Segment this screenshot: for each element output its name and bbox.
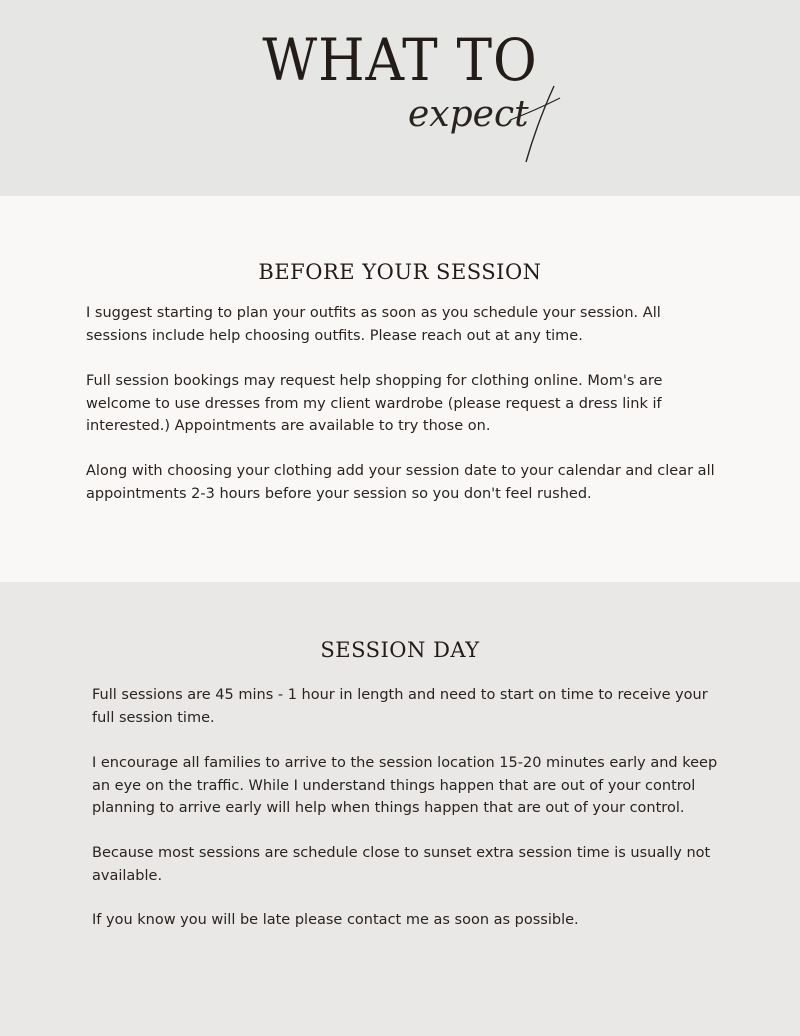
session-day-heading: SESSION DAY [320,638,480,662]
before-paragraph-1: I suggest starting to plan your outfits as soon as you schedule your session. All sessions include help choosing outfits. Please reach out at any time. [86,305,661,344]
day-paragraph-4: If you know you will be late please contact me as soon as possible. [92,912,579,928]
day-paragraph-3: Because most sessions are schedule close to sunset extra session time is usually not available. [92,845,711,884]
page-title: WHAT TO [262,26,538,94]
header-banner [0,0,800,196]
before-paragraph-3: Along with choosing your clothing add your session date to your calendar and clear all appointments 2-3 hours before your session so you don't feel rushed. [86,463,715,502]
day-paragraph-1: Full sessions are 45 mins - 1 hour in length and need to start on time to receive your full session time. [92,687,708,726]
before-paragraph-2: Full session bookings may request help shopping for clothing online. Mom's are welcome to use dresses from my client wardrobe (please request a dress link if interested.) Appointments are available to try those on. [86,373,663,434]
before-session-section [0,196,800,582]
day-paragraph-2: I encourage all families to arrive to the session location 15-20 minutes early and keep an eye on the traffic. While I understand things happen that are out of your control planning to arrive early will help when things happen that are out of your control. [92,755,718,816]
script-word: expect [408,94,529,135]
session-day-section [0,582,800,1036]
before-session-heading: BEFORE YOUR SESSION [258,260,542,284]
script-subtitle [398,74,568,166]
script-flourish [526,86,554,162]
